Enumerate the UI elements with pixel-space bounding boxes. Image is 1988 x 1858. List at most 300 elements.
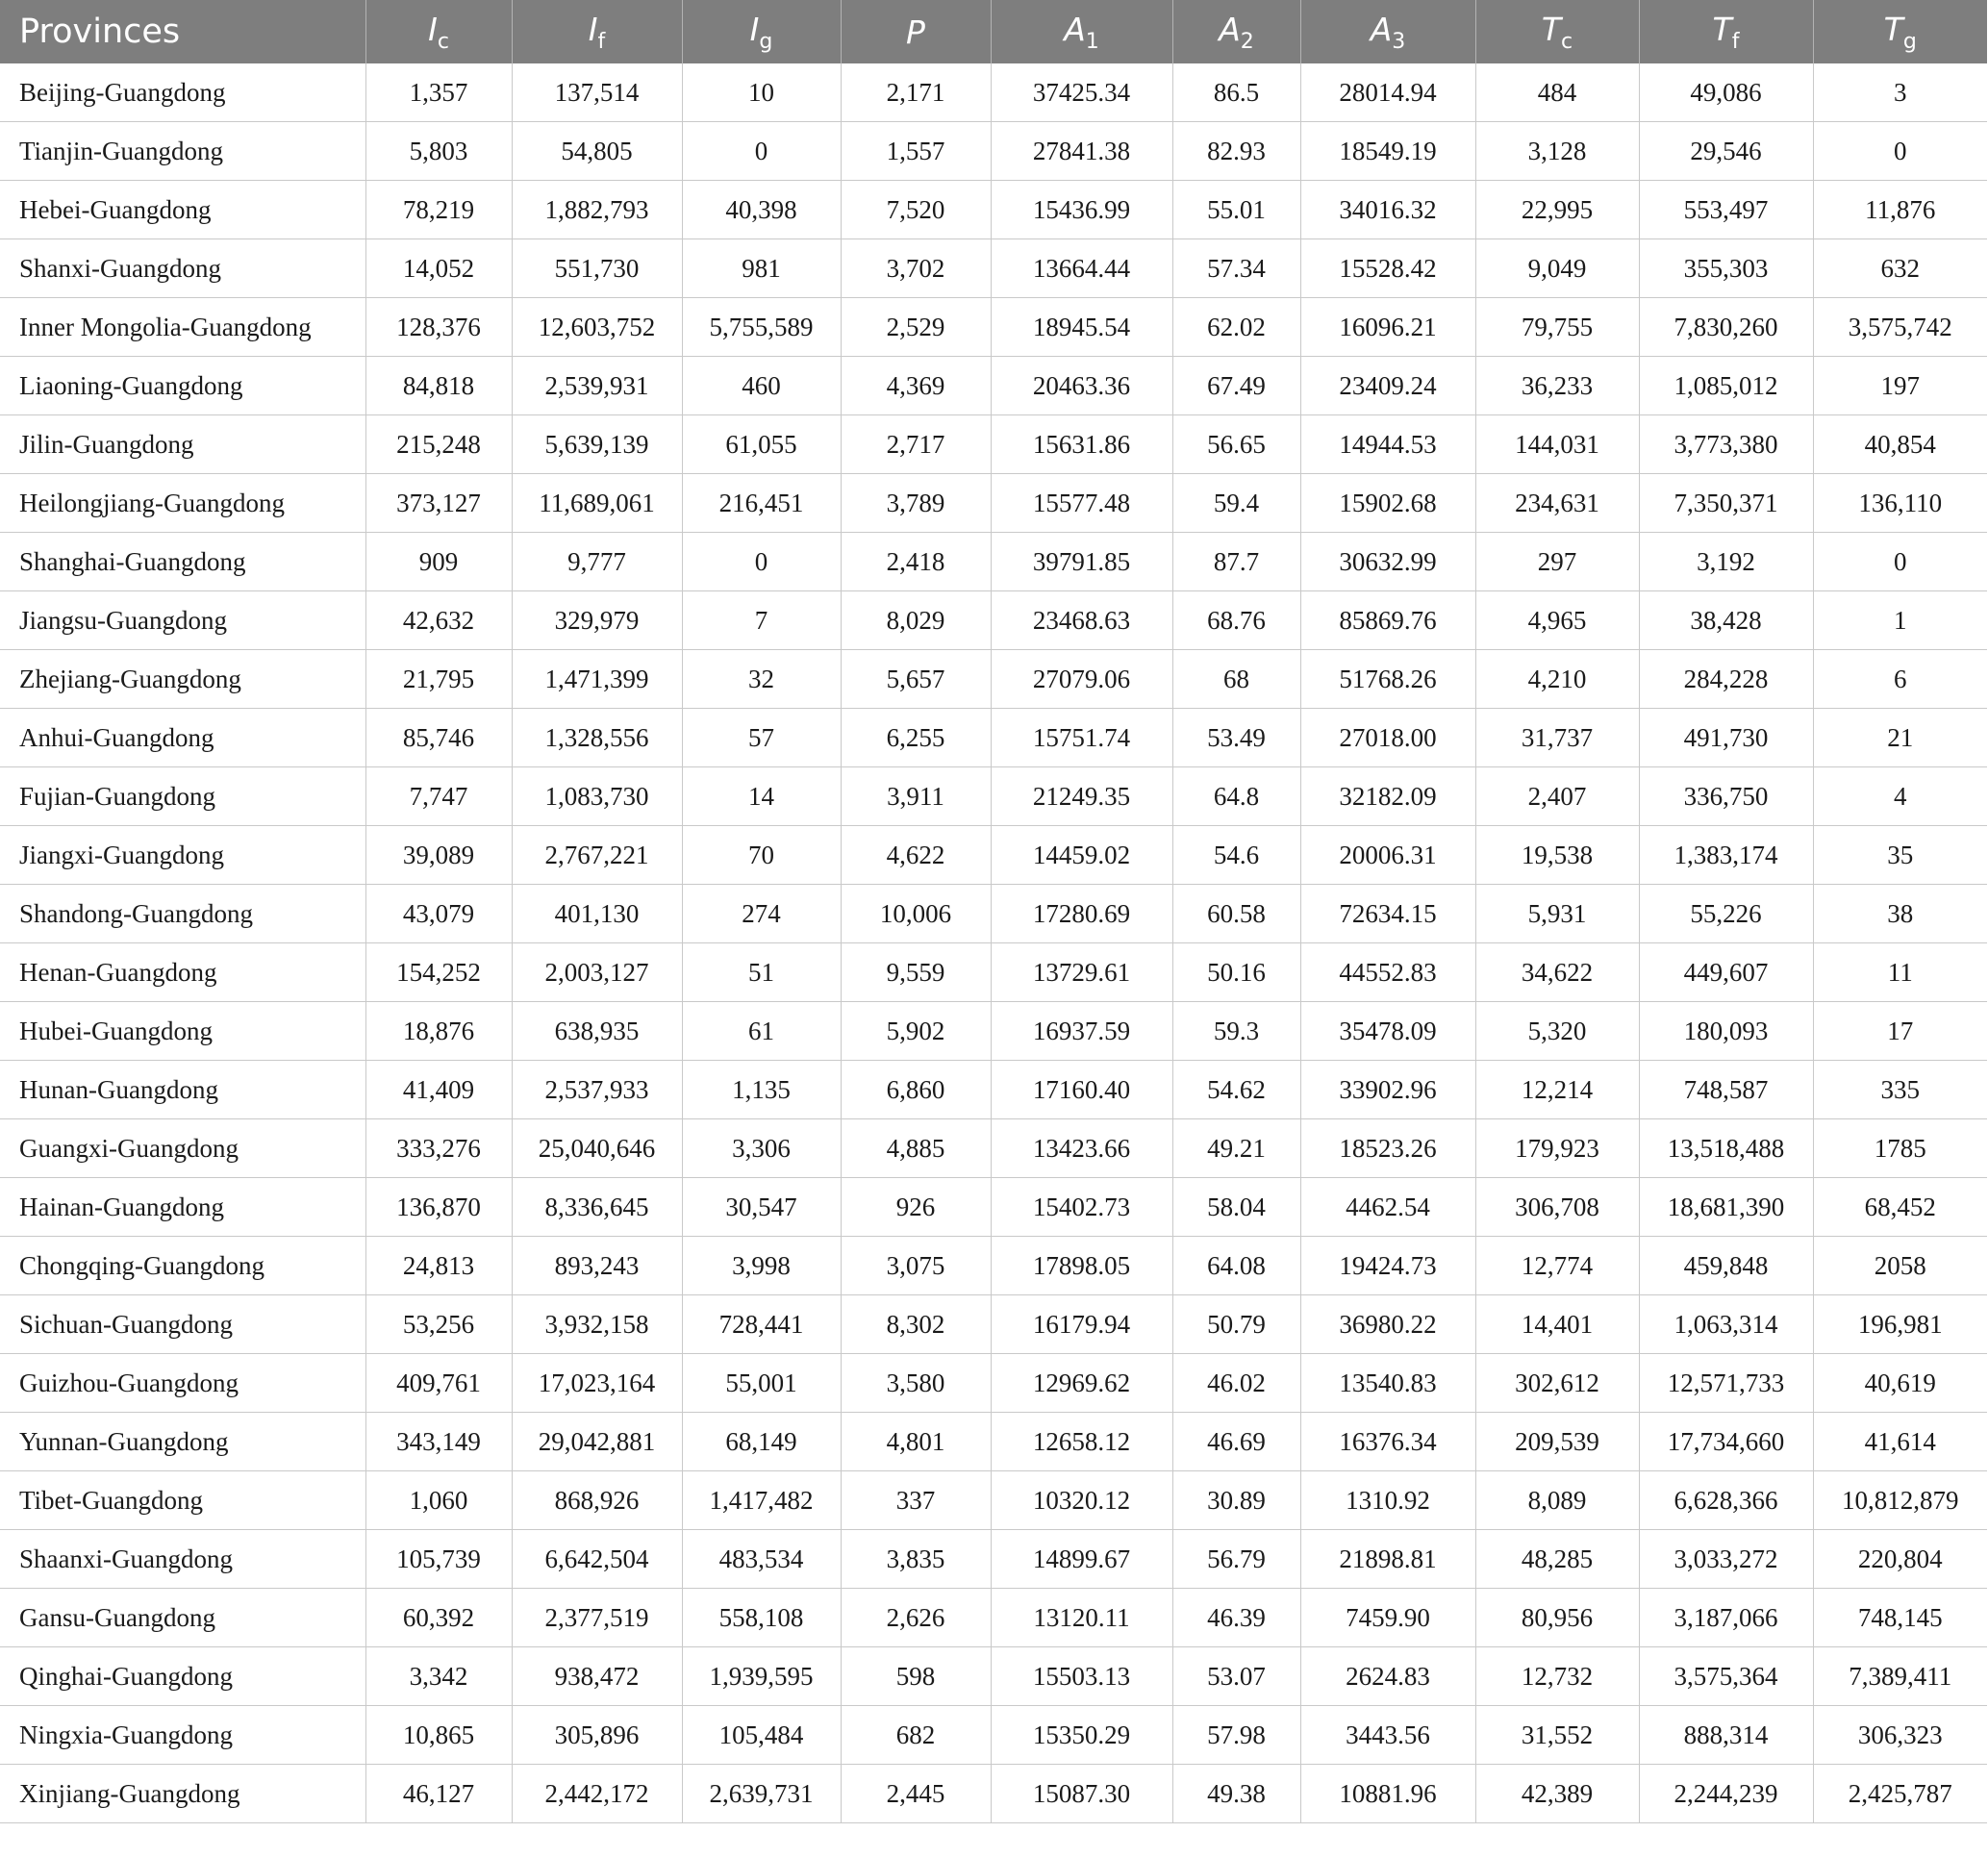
- table-cell: 136,870: [365, 1178, 512, 1237]
- table-cell: 18,876: [365, 1002, 512, 1061]
- table-cell: 748,145: [1813, 1589, 1987, 1647]
- province-pair-cell: Shandong-Guangdong: [0, 885, 365, 943]
- table-cell: 6,255: [841, 709, 991, 767]
- province-pair-cell: Gansu-Guangdong: [0, 1589, 365, 1647]
- column-header: [1300, 0, 1475, 63]
- province-pair-cell: Liaoning-Guangdong: [0, 357, 365, 415]
- table-cell: 12,603,752: [512, 298, 682, 357]
- province-pair-cell: Guangxi-Guangdong: [0, 1119, 365, 1178]
- table-cell: 3: [1813, 63, 1987, 122]
- table-cell: 61,055: [682, 415, 841, 474]
- table-cell: 3443.56: [1300, 1706, 1475, 1765]
- table-cell: 39791.85: [991, 533, 1172, 591]
- table-cell: 8,302: [841, 1295, 991, 1354]
- table-cell: 44552.83: [1300, 943, 1475, 1002]
- table-cell: 21,795: [365, 650, 512, 709]
- province-pair-cell: Beijing-Guangdong: [0, 63, 365, 122]
- table-cell: 51: [682, 943, 841, 1002]
- column-header-subscript: f: [1731, 29, 1740, 54]
- column-header-symbol: I: [588, 10, 598, 48]
- table-cell: 4,210: [1475, 650, 1639, 709]
- table-cell: 3,033,272: [1639, 1530, 1813, 1589]
- column-header-subscript: 3: [1392, 29, 1406, 54]
- table-cell: 36980.22: [1300, 1295, 1475, 1354]
- table-cell: 10,006: [841, 885, 991, 943]
- table-cell: 1,060: [365, 1471, 512, 1530]
- table-cell: 59.3: [1172, 1002, 1300, 1061]
- table-cell: 62.02: [1172, 298, 1300, 357]
- table-cell: 15503.13: [991, 1647, 1172, 1706]
- table-cell: 12,214: [1475, 1061, 1639, 1119]
- column-header-symbol: A: [1370, 10, 1393, 48]
- table-cell: 179,923: [1475, 1119, 1639, 1178]
- table-cell: 27079.06: [991, 650, 1172, 709]
- table-cell: 1,882,793: [512, 181, 682, 239]
- table-cell: 16937.59: [991, 1002, 1172, 1061]
- table-cell: 22,995: [1475, 181, 1639, 239]
- table-cell: 14: [682, 767, 841, 826]
- province-pair-cell: Henan-Guangdong: [0, 943, 365, 1002]
- column-header-label: Provinces: [19, 13, 181, 51]
- table-row: [0, 1471, 1987, 1530]
- table-cell: 30,547: [682, 1178, 841, 1237]
- column-header-subscript: 2: [1240, 29, 1254, 54]
- table-cell: 50.16: [1172, 943, 1300, 1002]
- table-cell: 56.65: [1172, 415, 1300, 474]
- table-cell: 10: [682, 63, 841, 122]
- table-row: [0, 63, 1987, 122]
- table-cell: 5,320: [1475, 1002, 1639, 1061]
- table-cell: 17160.40: [991, 1061, 1172, 1119]
- table-cell: 1,083,730: [512, 767, 682, 826]
- table-row: [0, 1530, 1987, 1589]
- table-cell: 85,746: [365, 709, 512, 767]
- table-row: [0, 357, 1987, 415]
- table-cell: 196,981: [1813, 1295, 1987, 1354]
- table-cell: 16096.21: [1300, 298, 1475, 357]
- table-row: [0, 1589, 1987, 1647]
- table-cell: 14459.02: [991, 826, 1172, 885]
- table-cell: 5,755,589: [682, 298, 841, 357]
- table-cell: 305,896: [512, 1706, 682, 1765]
- column-header: [512, 0, 682, 63]
- table-cell: 13540.83: [1300, 1354, 1475, 1413]
- table-cell: 17280.69: [991, 885, 1172, 943]
- table-cell: 11: [1813, 943, 1987, 1002]
- table-cell: 14,401: [1475, 1295, 1639, 1354]
- table-cell: 598: [841, 1647, 991, 1706]
- table-cell: 551,730: [512, 239, 682, 298]
- province-pair-cell: Zhejiang-Guangdong: [0, 650, 365, 709]
- table-cell: 67.49: [1172, 357, 1300, 415]
- table-cell: 335: [1813, 1061, 1987, 1119]
- table-cell: 59.4: [1172, 474, 1300, 533]
- column-header: [682, 0, 841, 63]
- table-cell: 19424.73: [1300, 1237, 1475, 1295]
- table-cell: 2,445: [841, 1765, 991, 1823]
- table-cell: 460: [682, 357, 841, 415]
- table-cell: 888,314: [1639, 1706, 1813, 1765]
- table-cell: 7: [682, 591, 841, 650]
- province-pair-cell: Guizhou-Guangdong: [0, 1354, 365, 1413]
- table-cell: 78,219: [365, 181, 512, 239]
- table-cell: 21898.81: [1300, 1530, 1475, 1589]
- table-cell: 72634.15: [1300, 885, 1475, 943]
- table-cell: 926: [841, 1178, 991, 1237]
- table-cell: 23468.63: [991, 591, 1172, 650]
- table-cell: 12,571,733: [1639, 1354, 1813, 1413]
- table-cell: 18523.26: [1300, 1119, 1475, 1178]
- table-cell: 2,767,221: [512, 826, 682, 885]
- table-cell: 15402.73: [991, 1178, 1172, 1237]
- table-cell: 24,813: [365, 1237, 512, 1295]
- column-header-symbol: I: [749, 10, 760, 48]
- column-header-subscript: c: [1561, 29, 1573, 54]
- column-header-symbol: T: [1712, 10, 1732, 48]
- table-cell: 2,639,731: [682, 1765, 841, 1823]
- table-cell: 3,075: [841, 1237, 991, 1295]
- table-cell: 10320.12: [991, 1471, 1172, 1530]
- table-cell: 3,128: [1475, 122, 1639, 181]
- table-cell: 1,557: [841, 122, 991, 181]
- table-row: [0, 1706, 1987, 1765]
- table-cell: 68,452: [1813, 1178, 1987, 1237]
- table-body: [0, 63, 1987, 1823]
- table-cell: 2,529: [841, 298, 991, 357]
- table-row: [0, 826, 1987, 885]
- table-cell: 41,614: [1813, 1413, 1987, 1471]
- table-cell: 30.89: [1172, 1471, 1300, 1530]
- table-cell: 61: [682, 1002, 841, 1061]
- table-cell: 27841.38: [991, 122, 1172, 181]
- province-pair-cell: Shanxi-Guangdong: [0, 239, 365, 298]
- table-cell: 56.79: [1172, 1530, 1300, 1589]
- table-cell: 46.69: [1172, 1413, 1300, 1471]
- table-cell: 54.6: [1172, 826, 1300, 885]
- table-cell: 53,256: [365, 1295, 512, 1354]
- table-cell: 29,042,881: [512, 1413, 682, 1471]
- table-cell: 484: [1475, 63, 1639, 122]
- table-cell: 35: [1813, 826, 1987, 885]
- table-cell: 234,631: [1475, 474, 1639, 533]
- table-cell: 2,377,519: [512, 1589, 682, 1647]
- table-cell: 6,860: [841, 1061, 991, 1119]
- table-cell: 57.34: [1172, 239, 1300, 298]
- table-cell: 18,681,390: [1639, 1178, 1813, 1237]
- table-cell: 3,580: [841, 1354, 991, 1413]
- province-pair-cell: Shanghai-Guangdong: [0, 533, 365, 591]
- table-cell: 5,803: [365, 122, 512, 181]
- table-cell: 491,730: [1639, 709, 1813, 767]
- province-pair-cell: Hainan-Guangdong: [0, 1178, 365, 1237]
- table-cell: 70: [682, 826, 841, 885]
- table-cell: 1: [1813, 591, 1987, 650]
- table-cell: 459,848: [1639, 1237, 1813, 1295]
- table-cell: 136,110: [1813, 474, 1987, 533]
- table-cell: 17: [1813, 1002, 1987, 1061]
- table-cell: 55,226: [1639, 885, 1813, 943]
- table-cell: 17,734,660: [1639, 1413, 1813, 1471]
- table-cell: 8,089: [1475, 1471, 1639, 1530]
- table-cell: 6,628,366: [1639, 1471, 1813, 1530]
- table-cell: 68.76: [1172, 591, 1300, 650]
- column-header: [841, 0, 991, 63]
- table-cell: 2624.83: [1300, 1647, 1475, 1706]
- table-cell: 32: [682, 650, 841, 709]
- table-cell: 38,428: [1639, 591, 1813, 650]
- table-cell: 7,747: [365, 767, 512, 826]
- table-cell: 7,520: [841, 181, 991, 239]
- table-cell: 1,939,595: [682, 1647, 841, 1706]
- table-cell: 9,049: [1475, 239, 1639, 298]
- table-cell: 4,369: [841, 357, 991, 415]
- table-cell: 333,276: [365, 1119, 512, 1178]
- table-cell: 16376.34: [1300, 1413, 1475, 1471]
- table-cell: 0: [682, 533, 841, 591]
- table-cell: 216,451: [682, 474, 841, 533]
- table-cell: 449,607: [1639, 943, 1813, 1002]
- table-cell: 373,127: [365, 474, 512, 533]
- table-cell: 48,285: [1475, 1530, 1639, 1589]
- table-cell: 336,750: [1639, 767, 1813, 826]
- table-cell: 638,935: [512, 1002, 682, 1061]
- column-header-symbol: T: [1541, 10, 1562, 48]
- table-cell: 215,248: [365, 415, 512, 474]
- table-cell: 30632.99: [1300, 533, 1475, 591]
- table-cell: 1,063,314: [1639, 1295, 1813, 1354]
- table-cell: 1,085,012: [1639, 357, 1813, 415]
- table-cell: 57: [682, 709, 841, 767]
- table-cell: 27018.00: [1300, 709, 1475, 767]
- table-row: [0, 122, 1987, 181]
- table-cell: 409,761: [365, 1354, 512, 1413]
- province-pair-cell: Fujian-Guangdong: [0, 767, 365, 826]
- table-row: [0, 1002, 1987, 1061]
- table-cell: 84,818: [365, 357, 512, 415]
- table-cell: 37425.34: [991, 63, 1172, 122]
- table-cell: 3,932,158: [512, 1295, 682, 1354]
- table-cell: 2,407: [1475, 767, 1639, 826]
- table-cell: 7459.90: [1300, 1589, 1475, 1647]
- table-cell: 632: [1813, 239, 1987, 298]
- table-cell: 8,336,645: [512, 1178, 682, 1237]
- table-cell: 3,789: [841, 474, 991, 533]
- table-cell: 3,702: [841, 239, 991, 298]
- table-cell: 0: [1813, 122, 1987, 181]
- table-cell: 483,534: [682, 1530, 841, 1589]
- table-cell: 1,417,482: [682, 1471, 841, 1530]
- province-pair-cell: Hubei-Guangdong: [0, 1002, 365, 1061]
- table-row: [0, 1765, 1987, 1823]
- table-cell: 306,708: [1475, 1178, 1639, 1237]
- table-cell: 0: [1813, 533, 1987, 591]
- table-cell: 8,029: [841, 591, 991, 650]
- column-header: [365, 0, 512, 63]
- table-cell: 337: [841, 1471, 991, 1530]
- table-cell: 3,192: [1639, 533, 1813, 591]
- table-row: [0, 767, 1987, 826]
- table-cell: 68,149: [682, 1413, 841, 1471]
- column-header-symbol: P: [906, 13, 925, 51]
- table-cell: 40,398: [682, 181, 841, 239]
- table-cell: 15350.29: [991, 1706, 1172, 1765]
- table-cell: 49.38: [1172, 1765, 1300, 1823]
- province-pair-cell: Chongqing-Guangdong: [0, 1237, 365, 1295]
- table-row: [0, 943, 1987, 1002]
- column-header: [1639, 0, 1813, 63]
- table-cell: 3,306: [682, 1119, 841, 1178]
- table-cell: 18945.54: [991, 298, 1172, 357]
- table-cell: 128,376: [365, 298, 512, 357]
- table-cell: 220,804: [1813, 1530, 1987, 1589]
- table-cell: 558,108: [682, 1589, 841, 1647]
- table-cell: 53.07: [1172, 1647, 1300, 1706]
- table-cell: 43,079: [365, 885, 512, 943]
- column-header-subscript: f: [597, 29, 606, 54]
- table-cell: 5,639,139: [512, 415, 682, 474]
- table-cell: 28014.94: [1300, 63, 1475, 122]
- table-cell: 0: [682, 122, 841, 181]
- column-header: [1475, 0, 1639, 63]
- table-cell: 46.39: [1172, 1589, 1300, 1647]
- table-cell: 2,626: [841, 1589, 991, 1647]
- table-cell: 34,622: [1475, 943, 1639, 1002]
- province-pair-cell: Anhui-Guangdong: [0, 709, 365, 767]
- table-cell: 53.49: [1172, 709, 1300, 767]
- table-cell: 3,575,742: [1813, 298, 1987, 357]
- table-cell: 3,911: [841, 767, 991, 826]
- table-cell: 5,931: [1475, 885, 1639, 943]
- province-pair-cell: Heilongjiang-Guangdong: [0, 474, 365, 533]
- table-cell: 1,383,174: [1639, 826, 1813, 885]
- table-cell: 11,876: [1813, 181, 1987, 239]
- table-header: [0, 0, 1987, 63]
- column-header-symbol: A: [1064, 10, 1086, 48]
- table-cell: 2,003,127: [512, 943, 682, 1002]
- table-row: [0, 474, 1987, 533]
- column-header-provinces: [0, 0, 365, 63]
- table-cell: 3,342: [365, 1647, 512, 1706]
- province-pair-cell: Tibet-Guangdong: [0, 1471, 365, 1530]
- table-row: [0, 1119, 1987, 1178]
- table-cell: 40,854: [1813, 415, 1987, 474]
- table-cell: 49,086: [1639, 63, 1813, 122]
- table-cell: 17,023,164: [512, 1354, 682, 1413]
- table-cell: 2,717: [841, 415, 991, 474]
- table-cell: 5,902: [841, 1002, 991, 1061]
- column-header-symbol: A: [1219, 10, 1241, 48]
- table-cell: 2,418: [841, 533, 991, 591]
- table-cell: 1,135: [682, 1061, 841, 1119]
- table-cell: 2,539,931: [512, 357, 682, 415]
- table-cell: 38: [1813, 885, 1987, 943]
- province-pair-cell: Tianjin-Guangdong: [0, 122, 365, 181]
- table-row: [0, 239, 1987, 298]
- table-cell: 21: [1813, 709, 1987, 767]
- table-row: [0, 1647, 1987, 1706]
- table-cell: 1310.92: [1300, 1471, 1475, 1530]
- table-cell: 21249.35: [991, 767, 1172, 826]
- table-row: [0, 709, 1987, 767]
- table-cell: 7,389,411: [1813, 1647, 1987, 1706]
- table-cell: 13729.61: [991, 943, 1172, 1002]
- table-cell: 2,537,933: [512, 1061, 682, 1119]
- table-cell: 105,739: [365, 1530, 512, 1589]
- table-cell: 58.04: [1172, 1178, 1300, 1237]
- table-cell: 343,149: [365, 1413, 512, 1471]
- table-cell: 19,538: [1475, 826, 1639, 885]
- table-cell: 154,252: [365, 943, 512, 1002]
- province-pair-cell: Jiangxi-Guangdong: [0, 826, 365, 885]
- table-cell: 4: [1813, 767, 1987, 826]
- table-cell: 86.5: [1172, 63, 1300, 122]
- table-cell: 3,773,380: [1639, 415, 1813, 474]
- table-cell: 9,559: [841, 943, 991, 1002]
- table-cell: 15631.86: [991, 415, 1172, 474]
- table-cell: 12,732: [1475, 1647, 1639, 1706]
- table-cell: 3,835: [841, 1530, 991, 1589]
- table-cell: 11,689,061: [512, 474, 682, 533]
- table-cell: 64.08: [1172, 1237, 1300, 1295]
- table-cell: 553,497: [1639, 181, 1813, 239]
- table-cell: 6: [1813, 650, 1987, 709]
- table-cell: 40,619: [1813, 1354, 1987, 1413]
- table-cell: 1785: [1813, 1119, 1987, 1178]
- table-cell: 15436.99: [991, 181, 1172, 239]
- table-row: [0, 591, 1987, 650]
- table-cell: 17898.05: [991, 1237, 1172, 1295]
- table-cell: 87.7: [1172, 533, 1300, 591]
- table-cell: 4,965: [1475, 591, 1639, 650]
- table-cell: 981: [682, 239, 841, 298]
- table-cell: 41,409: [365, 1061, 512, 1119]
- province-pair-cell: Yunnan-Guangdong: [0, 1413, 365, 1471]
- table-row: [0, 885, 1987, 943]
- table-row: [0, 1354, 1987, 1413]
- column-header: [1813, 0, 1987, 63]
- table-cell: 14944.53: [1300, 415, 1475, 474]
- table-cell: 682: [841, 1706, 991, 1765]
- table-cell: 355,303: [1639, 239, 1813, 298]
- province-pair-cell: Sichuan-Guangdong: [0, 1295, 365, 1354]
- column-header-symbol: T: [1883, 10, 1903, 48]
- table-cell: 10,865: [365, 1706, 512, 1765]
- table-cell: 46.02: [1172, 1354, 1300, 1413]
- column-header-symbol: I: [428, 10, 438, 48]
- table-cell: 20006.31: [1300, 826, 1475, 885]
- table-cell: 14,052: [365, 239, 512, 298]
- table-cell: 32182.09: [1300, 767, 1475, 826]
- table-cell: 60.58: [1172, 885, 1300, 943]
- column-header-subscript: c: [437, 29, 449, 54]
- table-cell: 2058: [1813, 1237, 1987, 1295]
- table-cell: 7,350,371: [1639, 474, 1813, 533]
- table-cell: 33902.96: [1300, 1061, 1475, 1119]
- table-row: [0, 1413, 1987, 1471]
- table-cell: 54.62: [1172, 1061, 1300, 1119]
- table-cell: 4462.54: [1300, 1178, 1475, 1237]
- table-row: [0, 1295, 1987, 1354]
- table-cell: 85869.76: [1300, 591, 1475, 650]
- header-row: [0, 0, 1987, 63]
- table-cell: 909: [365, 533, 512, 591]
- table-cell: 79,755: [1475, 298, 1639, 357]
- table-cell: 306,323: [1813, 1706, 1987, 1765]
- table-cell: 13423.66: [991, 1119, 1172, 1178]
- table-cell: 12,774: [1475, 1237, 1639, 1295]
- table-cell: 302,612: [1475, 1354, 1639, 1413]
- table-cell: 46,127: [365, 1765, 512, 1823]
